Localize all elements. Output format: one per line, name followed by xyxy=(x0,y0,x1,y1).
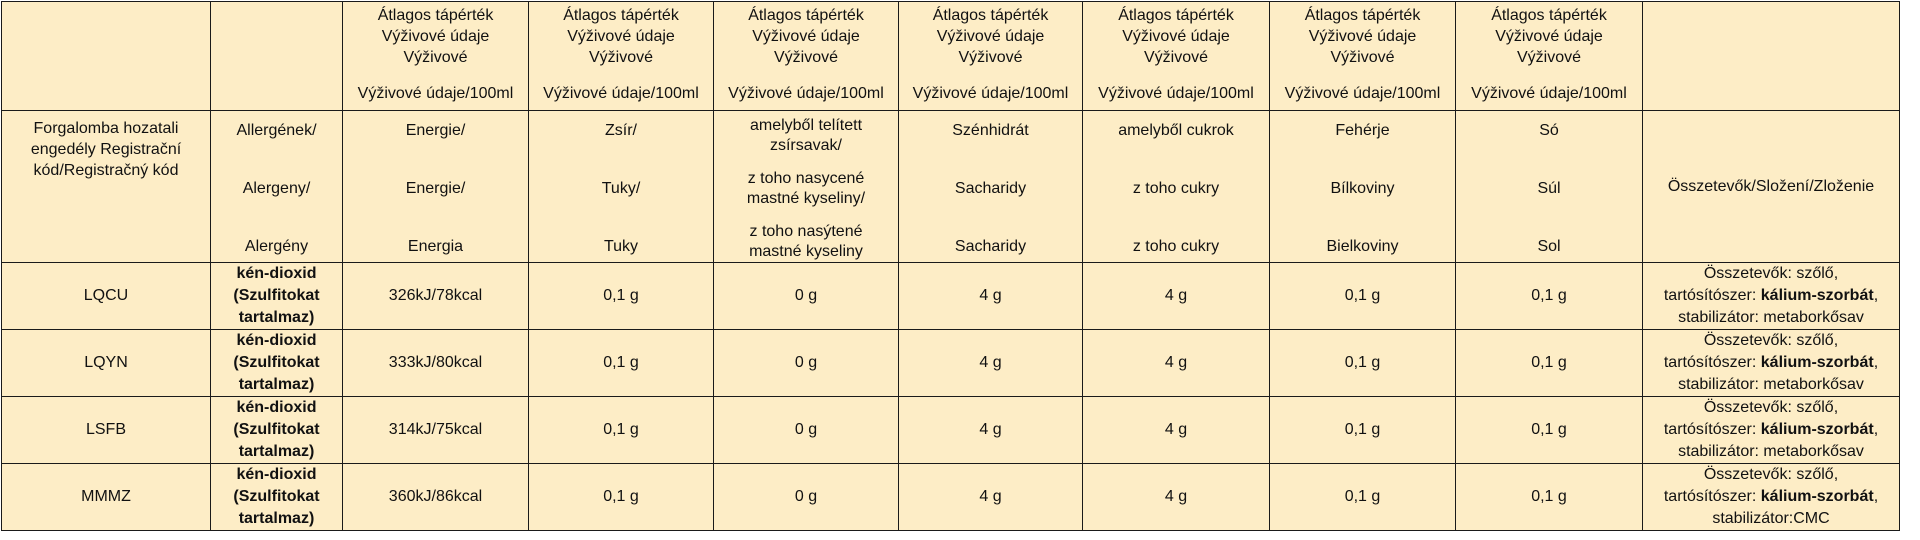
header-unit-label: Výživové údaje/100ml xyxy=(912,84,1069,102)
header-label-line-2: Výživové údaje xyxy=(1495,27,1603,45)
carb-header-sk: Sacharidy xyxy=(954,237,1027,255)
salt-header-sk: Sol xyxy=(1537,237,1561,255)
carb-cell: 4 g xyxy=(899,397,1083,464)
ingredients-line: stabilizátor:CMC xyxy=(1712,510,1830,527)
energy-cell: 360kJ/86kcal xyxy=(343,464,529,531)
header-label-line-3: Výživové xyxy=(1330,48,1395,66)
allergen-line: (Szulfitokat xyxy=(233,354,320,371)
sugars-cell: 4 g xyxy=(1083,330,1270,397)
protein-header-hu: Fehérje xyxy=(1335,121,1390,139)
fat-cell: 0,1 g xyxy=(529,397,714,464)
salt-cell: 0,1 g xyxy=(1456,464,1643,531)
allergen-header-hu: Allergének/ xyxy=(236,121,317,139)
sugars-header-sk: z toho cukry xyxy=(1132,237,1220,255)
allergen-header-sk: Alergény xyxy=(244,237,309,255)
ingredients-line xyxy=(1643,486,1899,508)
carb-cell: 4 g xyxy=(899,464,1083,531)
ingredients-line xyxy=(1643,285,1899,307)
ingredients-cell xyxy=(1643,330,1900,397)
protein-cell: 0,1 g xyxy=(1270,397,1456,464)
ingredients-line: Összetevők: szőlő, xyxy=(1703,466,1839,483)
header-unit-label: Výživové údaje/100ml xyxy=(728,84,884,102)
salt-header-hu: Só xyxy=(1539,121,1559,139)
registration-code-cell: LSFB xyxy=(2,397,211,464)
allergen-header-cz: Alergeny/ xyxy=(242,179,311,197)
ingredients-line: Összetevők: szőlő, xyxy=(1703,332,1839,349)
ingredients-header-text: Összetevők/Složení/Zloženie xyxy=(1667,177,1875,195)
fat-cell: 0,1 g xyxy=(529,263,714,330)
allergen-cell xyxy=(211,330,343,397)
protein-column-header xyxy=(1270,111,1456,263)
protein-cell: 0,1 g xyxy=(1270,330,1456,397)
saturated-cell: 0 g xyxy=(714,397,899,464)
carb-cell: 4 g xyxy=(899,330,1083,397)
header-nutrition-label xyxy=(899,2,1083,111)
header-label-line-3: Výživové xyxy=(588,48,654,66)
header-label-line-1: Átlagos tápérték xyxy=(377,6,494,24)
header-nutrition-label xyxy=(1083,2,1270,111)
table-row xyxy=(2,397,1900,464)
preservative-name: kálium-szorbát xyxy=(1760,488,1874,505)
header-label-line-1: Átlagos tápérték xyxy=(932,6,1049,24)
header-label-line-2: Výživové údaje xyxy=(567,27,675,45)
preservative-name: kálium-szorbát xyxy=(1760,354,1874,371)
registration-code-cell: LQYN xyxy=(2,330,211,397)
table-body xyxy=(2,263,1900,531)
sugars-cell: 4 g xyxy=(1083,263,1270,330)
carb-header-cz: Sacharidy xyxy=(954,179,1027,197)
header-row-nutrition-labels xyxy=(2,2,1900,111)
header-unit-label: Výživové údaje/100ml xyxy=(357,84,514,102)
allergen-cell xyxy=(211,464,343,531)
allergen-line: (Szulfitokat xyxy=(233,488,320,505)
ingredients-line: stabilizátor: metaborkősav xyxy=(1678,309,1864,326)
salt-cell: 0,1 g xyxy=(1456,397,1643,464)
ingredients-cell xyxy=(1643,263,1900,330)
preservative-label: tartósítószer: xyxy=(1663,488,1761,505)
header-label-line-1: Átlagos tápérték xyxy=(563,6,679,24)
fat-header-sk: Tuky xyxy=(603,237,639,255)
table-row xyxy=(2,330,1900,397)
header-label-line-1: Átlagos tápérték xyxy=(1118,6,1234,24)
registration-code-cell: MMMZ xyxy=(2,464,211,531)
allergen-line: kén-dioxid xyxy=(236,332,317,349)
fat-column-header xyxy=(529,111,714,263)
header-nutrition-label xyxy=(1270,2,1456,111)
sugars-cell: 4 g xyxy=(1083,464,1270,531)
protein-header-sk: Bielkoviny xyxy=(1326,237,1399,255)
saturated-header-cz: z toho nasycené mastné kyseliny/ xyxy=(746,169,866,207)
preservative-suffix: , xyxy=(1873,488,1879,505)
header-nutrition-label xyxy=(714,2,899,111)
header-label-line-3: Výživové xyxy=(958,48,1023,66)
ingredients-line: stabilizátor: metaborkősav xyxy=(1678,443,1864,460)
nutrition-table xyxy=(1,1,1900,531)
allergen-line: kén-dioxid xyxy=(236,466,317,483)
sugars-header-hu: amelyből cukrok xyxy=(1118,121,1234,139)
energy-cell: 333kJ/80kcal xyxy=(343,330,529,397)
ingredients-line xyxy=(1643,352,1899,374)
allergen-cell xyxy=(211,263,343,330)
header-row-column-names xyxy=(2,111,1900,263)
table-row xyxy=(2,263,1900,330)
header-label-line-3: Výživové xyxy=(773,48,839,66)
header-empty-cell xyxy=(211,2,343,111)
allergen-line: (Szulfitokat xyxy=(233,287,320,304)
header-nutrition-label xyxy=(529,2,714,111)
registration-code-cell: LQCU xyxy=(2,263,211,330)
salt-header-cz: Súl xyxy=(1537,179,1561,197)
protein-cell: 0,1 g xyxy=(1270,464,1456,531)
saturated-header-sk: z toho nasýtené mastné kyseliny xyxy=(749,222,863,260)
fat-cell: 0,1 g xyxy=(529,464,714,531)
preservative-name: kálium-szorbát xyxy=(1760,421,1874,438)
header-empty-cell xyxy=(2,2,211,111)
code-column-header xyxy=(2,111,211,263)
header-unit-label: Výživové údaje/100ml xyxy=(1098,84,1254,102)
energy-cell: 326kJ/78kcal xyxy=(343,263,529,330)
allergen-column-header xyxy=(211,111,343,263)
ingredients-cell xyxy=(1643,464,1900,531)
header-label-line-3: Výživové xyxy=(1143,48,1209,66)
header-label-line-1: Átlagos tápérték xyxy=(1491,6,1607,24)
header-nutrition-label xyxy=(1456,2,1643,111)
ingredients-cell xyxy=(1643,397,1900,464)
header-label-line-2: Výživové údaje xyxy=(752,27,860,45)
salt-column-header xyxy=(1456,111,1643,263)
header-nutrition-label xyxy=(343,2,529,111)
sugars-column-header xyxy=(1083,111,1270,263)
ingredients-line: Összetevők: szőlő, xyxy=(1703,265,1839,282)
preservative-suffix: , xyxy=(1873,287,1879,304)
header-unit-label: Výživové údaje/100ml xyxy=(543,84,699,102)
preservative-suffix: , xyxy=(1873,421,1879,438)
ingredients-line: stabilizátor: metaborkősav xyxy=(1678,376,1864,393)
fat-header-hu: Zsír/ xyxy=(605,121,637,139)
preservative-label: tartósítószer: xyxy=(1663,354,1761,371)
preservative-suffix: , xyxy=(1873,354,1879,371)
allergen-cell xyxy=(211,397,343,464)
saturated-cell: 0 g xyxy=(714,330,899,397)
fat-header-cz: Tuky/ xyxy=(601,179,641,197)
header-label-line-1: Átlagos tápérték xyxy=(748,6,864,24)
preservative-label: tartósítószer: xyxy=(1663,421,1761,438)
saturated-column-header xyxy=(714,111,899,263)
table-row xyxy=(2,464,1900,531)
header-label-line-2: Výživové údaje xyxy=(381,27,490,45)
ingredients-column-header xyxy=(1643,111,1900,263)
energy-header-cz: Energie/ xyxy=(405,179,466,197)
saturated-cell: 0 g xyxy=(714,464,899,531)
salt-cell: 0,1 g xyxy=(1456,330,1643,397)
header-unit-label: Výživové údaje/100ml xyxy=(1471,84,1627,102)
protein-cell: 0,1 g xyxy=(1270,263,1456,330)
code-header-text: Forgalomba hozatali engedély Registrační kód/Registračný kód xyxy=(30,119,182,179)
header-label-line-3: Výživové xyxy=(1516,48,1582,66)
header-label-line-3: Výživové xyxy=(403,48,468,66)
header-label-line-1: Átlagos tápérték xyxy=(1304,6,1421,24)
preservative-label: tartósítószer: xyxy=(1663,287,1761,304)
energy-column-header xyxy=(343,111,529,263)
carb-cell: 4 g xyxy=(899,263,1083,330)
salt-cell: 0,1 g xyxy=(1456,263,1643,330)
preservative-name: kálium-szorbát xyxy=(1760,287,1874,304)
sugars-cell: 4 g xyxy=(1083,397,1270,464)
header-label-line-2: Výživové údaje xyxy=(1122,27,1230,45)
saturated-cell: 0 g xyxy=(714,263,899,330)
allergen-line: (Szulfitokat xyxy=(233,421,320,438)
allergen-line: kén-dioxid xyxy=(236,399,317,416)
energy-header-sk: Energia xyxy=(407,237,464,255)
allergen-line: tartalmaz) xyxy=(238,309,315,326)
fat-cell: 0,1 g xyxy=(529,330,714,397)
sugars-header-cz: z toho cukry xyxy=(1132,179,1220,197)
header-label-line-2: Výživové údaje xyxy=(936,27,1045,45)
energy-cell: 314kJ/75kcal xyxy=(343,397,529,464)
ingredients-line: Összetevők: szőlő, xyxy=(1703,399,1839,416)
header-empty-cell xyxy=(1643,2,1900,111)
allergen-line: tartalmaz) xyxy=(238,376,315,393)
allergen-line: tartalmaz) xyxy=(238,443,315,460)
energy-header-hu: Energie/ xyxy=(405,121,466,139)
header-label-line-2: Výživové údaje xyxy=(1308,27,1417,45)
ingredients-line xyxy=(1643,419,1899,441)
header-unit-label: Výživové údaje/100ml xyxy=(1284,84,1441,102)
allergen-line: kén-dioxid xyxy=(236,265,317,282)
allergen-line: tartalmaz) xyxy=(238,510,315,527)
saturated-header-hu: amelyből telített zsírsavak/ xyxy=(749,116,863,154)
protein-header-cz: Bílkoviny xyxy=(1330,179,1395,197)
carb-column-header xyxy=(899,111,1083,263)
carb-header-hu: Szénhidrát xyxy=(952,121,1029,139)
